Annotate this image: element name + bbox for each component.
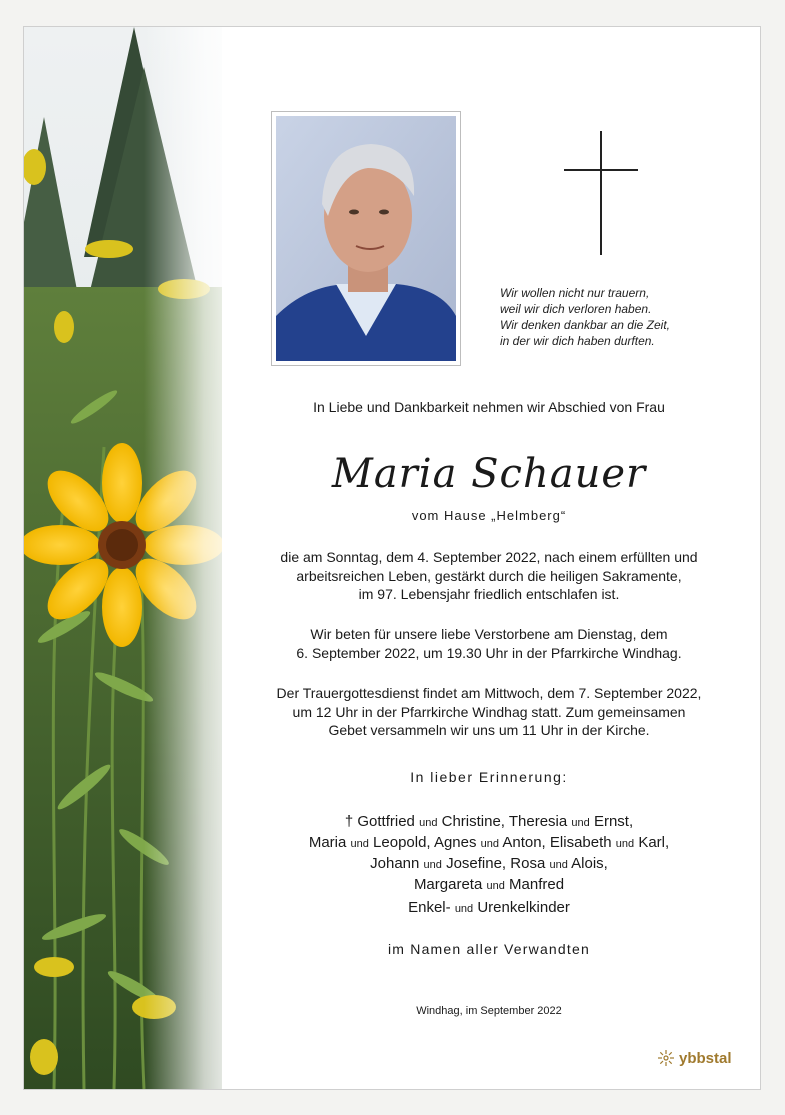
intro-text: In Liebe und Dankbarkeit nehmen wir Abschied von Frau (313, 399, 665, 415)
poem-line: Wir wollen nicht nur trauern, (500, 286, 650, 300)
photo-fade (144, 27, 222, 1089)
connector-word: und (486, 880, 505, 892)
death-paragraph (234, 548, 744, 604)
text-line: im 97. Lebensjahr friedlich entschlafen ist. (358, 586, 620, 602)
text-line: Gebet versammeln wir uns um 11 Uhr in der Kirche. (328, 722, 650, 738)
house-name: vom Hause „Helmberg“ (411, 508, 567, 523)
poem-line: weil wir dich verloren haben. (500, 302, 652, 316)
mourner-name: Josefine, Rosa (446, 855, 546, 872)
funeral-paragraph (234, 684, 744, 740)
poem-line: Wir denken dankbar an die Zeit, (500, 318, 670, 332)
mourner-name: Alois, (571, 855, 608, 872)
text-line: arbeitsreichen Leben, gestärkt durch die heiligen Sakramente, (296, 567, 682, 584)
connector-word: und (571, 817, 590, 829)
mourner-name: Karl, (638, 834, 670, 851)
mourners-line (234, 812, 744, 833)
text-line: 6. September 2022, um 19.30 Uhr in der Pfarrkirche Windhag. (296, 644, 682, 661)
portrait-photo (271, 111, 461, 366)
deceased-name: Maria Schauer (331, 451, 647, 497)
cross-icon (564, 131, 638, 255)
text-line: Wir beten für unsere liebe Verstorbene am Dienstag, dem (310, 626, 668, 642)
mourner-name: Ernst, (593, 813, 634, 830)
connector-word: und (480, 838, 500, 850)
text-line: um 12 Uhr in der Pfarrkirche Windhag statt. Zum gemeinsamen (292, 703, 686, 720)
mourners-line (234, 875, 744, 896)
mourner-name: Urenkelkinder (477, 899, 570, 916)
brand-logo (657, 1049, 732, 1067)
connector-word: und (419, 817, 438, 829)
text-line: Der Trauergottesdienst findet am Mittwoch, dem 7. September 2022, (276, 685, 702, 701)
mourner-name: Maria (308, 834, 347, 851)
mourner-name: Leopold, Agnes (373, 834, 477, 851)
parte-sheet (23, 26, 761, 1090)
connector-word: und (350, 838, 369, 850)
connector-word: und (615, 838, 635, 850)
mourner-name: Margareta (413, 876, 483, 893)
connector-word: und (454, 903, 474, 915)
mourner-name: Manfred (509, 876, 565, 893)
memory-heading: In lieber Erinnerung: (410, 769, 568, 785)
relatives-line: im Namen aller Verwandten (388, 941, 590, 957)
grandchildren-line (234, 899, 744, 916)
mourner-name: † Gottfried (344, 813, 415, 830)
mourner-name: Christine, Theresia (441, 813, 568, 830)
mourner-name: Enkel- (408, 899, 451, 916)
brand-name: ybbstal (679, 1049, 732, 1067)
mourners-list (234, 812, 744, 896)
flower-photo (24, 27, 222, 1089)
mourner-name: Anton, Elisabeth (502, 834, 612, 851)
connector-word: und (549, 859, 568, 871)
poem (500, 285, 730, 349)
text-line: die am Sonntag, dem 4. September 2022, nach einem erfüllten und (280, 549, 698, 565)
prayer-paragraph (234, 625, 744, 662)
poem-line: in der wir dich haben durften. (500, 334, 655, 348)
mourners-line (234, 833, 744, 854)
connector-word: und (423, 859, 442, 871)
place-date: Windhag, im September 2022 (416, 1005, 562, 1017)
dandelion-icon (657, 1049, 675, 1067)
mourner-name: Johann (370, 855, 420, 872)
mourners-line (234, 854, 744, 875)
